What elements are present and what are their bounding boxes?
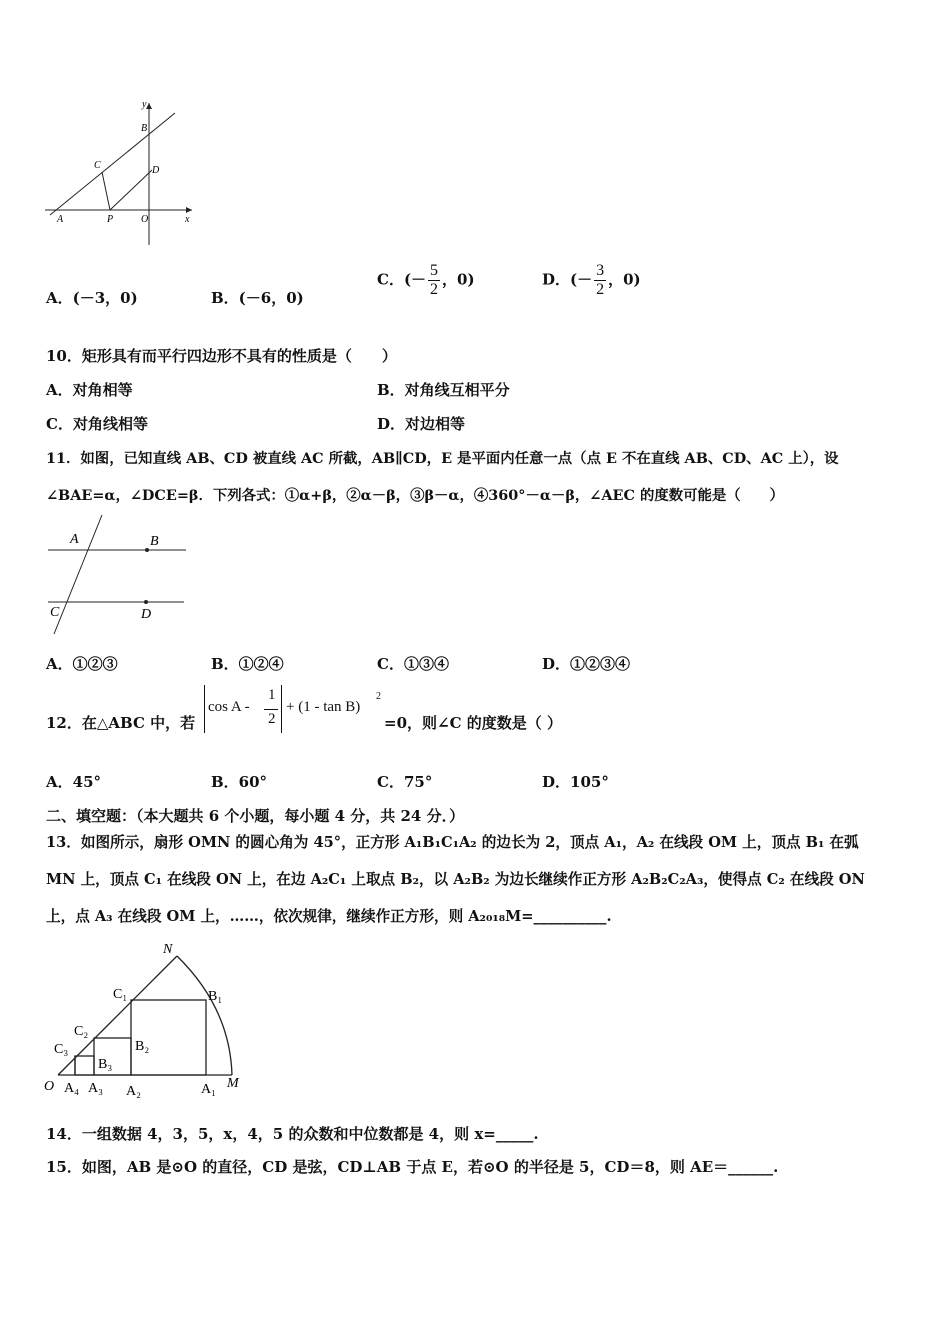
q15-stem: 15．如图，AB 是⊙O 的直径，CD 是弦，CD⊥AB 于点 E，若⊙O 的半径是 5，CD＝8，则 AE＝______. — [46, 1158, 779, 1176]
q12-prefix: 12．在△ABC 中，若 — [46, 714, 196, 732]
q13-label-a2: A₂ — [126, 1084, 141, 1099]
q10-option-c: C．对角线相等 — [46, 415, 148, 433]
q9-label-o: O — [141, 214, 149, 225]
q13-label-b1: B₁ — [208, 989, 223, 1004]
q12-expr-exp: 2 — [376, 691, 381, 702]
q13-line1: 13．如图所示，扇形 OMN 的圆心角为 45°，正方形 A₁B₁C₁A₂ 的边长为 2，顶点 A₁，A₂ 在线段 OM 上，顶点 B₁ 在弧 — [46, 834, 859, 851]
q9-option-c-suffix: ，0) — [442, 270, 475, 289]
q9-option-d — [542, 262, 641, 299]
q12-option-a: A．45° — [46, 773, 102, 791]
q11-option-b: B．①②④ — [211, 655, 284, 673]
q13-label-a3: A₃ — [88, 1081, 103, 1096]
q12-expression — [204, 685, 384, 735]
q9-label-b: B — [141, 123, 148, 134]
q11-option-c: C．①③④ — [377, 655, 449, 673]
q13-figure — [40, 938, 250, 1103]
q9-option-d-suffix: ，0) — [608, 270, 641, 289]
q11-label-b: B — [150, 534, 159, 549]
q9-option-c-prefix: C．(－ — [377, 270, 427, 289]
q11-option-d: D．①②③④ — [542, 655, 631, 673]
q9-option-a: A．(－3，0) — [46, 289, 138, 307]
q10-option-d: D．对边相等 — [377, 415, 466, 433]
q12-expr-den: 2 — [268, 711, 276, 727]
q13-label-a4: A₄ — [64, 1081, 79, 1096]
q11-option-a: A．①②③ — [46, 655, 118, 673]
q9-option-d-den: 2 — [596, 281, 605, 298]
q11-label-d: D — [141, 607, 152, 622]
q12-option-d: D．105° — [542, 773, 609, 791]
q13-label-b3: B₃ — [98, 1057, 113, 1072]
q9-label-p: P — [107, 214, 114, 225]
q13-line2: MN 上，顶点 C₁ 在线段 ON 上，在边 A₂C₁ 上取点 B₂，以 A₂B₂ 为边长继续作正方形 A₂B₂C₂A₃，使得点 C₂ 在线段 ON — [46, 871, 865, 888]
q11-label-a: A — [70, 532, 79, 547]
q12-expr-num: 1 — [268, 687, 276, 703]
q9-option-d-num: 3 — [596, 262, 605, 279]
q12-expr-cos: cos A - — [208, 699, 250, 715]
q9-option-d-fraction — [594, 262, 606, 299]
q13-line3: 上，点 A₃ 在线段 OM 上，……，依次规律，继续作正方形，则 A₂₀₁₈M=__________. — [46, 908, 612, 925]
q9-label-a: A — [57, 214, 64, 225]
q9-option-c — [377, 262, 475, 299]
q13-label-o: O — [44, 1079, 55, 1094]
q9-label-c: C — [94, 160, 101, 171]
q9-label-x: x — [185, 214, 190, 225]
q13-label-c1: C₁ — [113, 987, 128, 1002]
q13-label-m: M — [227, 1076, 239, 1091]
q9-option-d-prefix: D．(－ — [542, 270, 593, 289]
q14-stem: 14．一组数据 4，3，5，x，4，5 的众数和中位数都是 4，则 x=_____. — [46, 1125, 539, 1143]
q9-figure — [40, 95, 200, 250]
q12-option-b: B．60° — [211, 773, 268, 791]
q10-option-a: A．对角相等 — [46, 381, 133, 399]
q9-option-c-den: 2 — [430, 281, 439, 298]
q13-label-n: N — [163, 942, 173, 957]
q13-label-a1: A₁ — [201, 1082, 216, 1097]
q11-stem-line2: ∠BAE=α，∠DCE=β．下列各式：①α+β，②α－β，③β－α，④360°－α－β，∠AEC 的度数可能是（ ） — [46, 487, 784, 504]
q9-label-d: D — [152, 165, 160, 176]
q13-label-c2: C₂ — [74, 1024, 89, 1039]
q9-label-y: y — [142, 99, 147, 110]
q12-option-c: C．75° — [377, 773, 433, 791]
q12-expr-rest: + (1 - tan B) — [286, 699, 361, 715]
q11-figure — [40, 512, 190, 637]
q10-stem: 10．矩形具有而平行四边形不具有的性质是（ ） — [46, 347, 397, 365]
q10-option-b: B．对角线互相平分 — [377, 381, 510, 399]
q11-stem-line1: 11．如图，已知直线 AB、CD 被直线 AC 所截，AB∥CD，E 是平面内任意一点（点 E 不在直线 AB、CD、AC 上），设 — [46, 450, 839, 467]
q13-label-c3: C₃ — [54, 1042, 69, 1057]
q12-suffix: =0，则∠C 的度数是（ ） — [384, 714, 562, 732]
q9-option-c-fraction — [428, 262, 440, 299]
q9-option-c-num: 5 — [430, 262, 439, 279]
section2-title: 二、填空题：（本大题共 6 个小题，每小题 4 分，共 24 分．） — [46, 807, 465, 825]
q11-label-c: C — [50, 605, 60, 620]
q13-label-b2: B₂ — [135, 1039, 150, 1054]
q9-option-b: B．(－6，0) — [211, 289, 304, 307]
